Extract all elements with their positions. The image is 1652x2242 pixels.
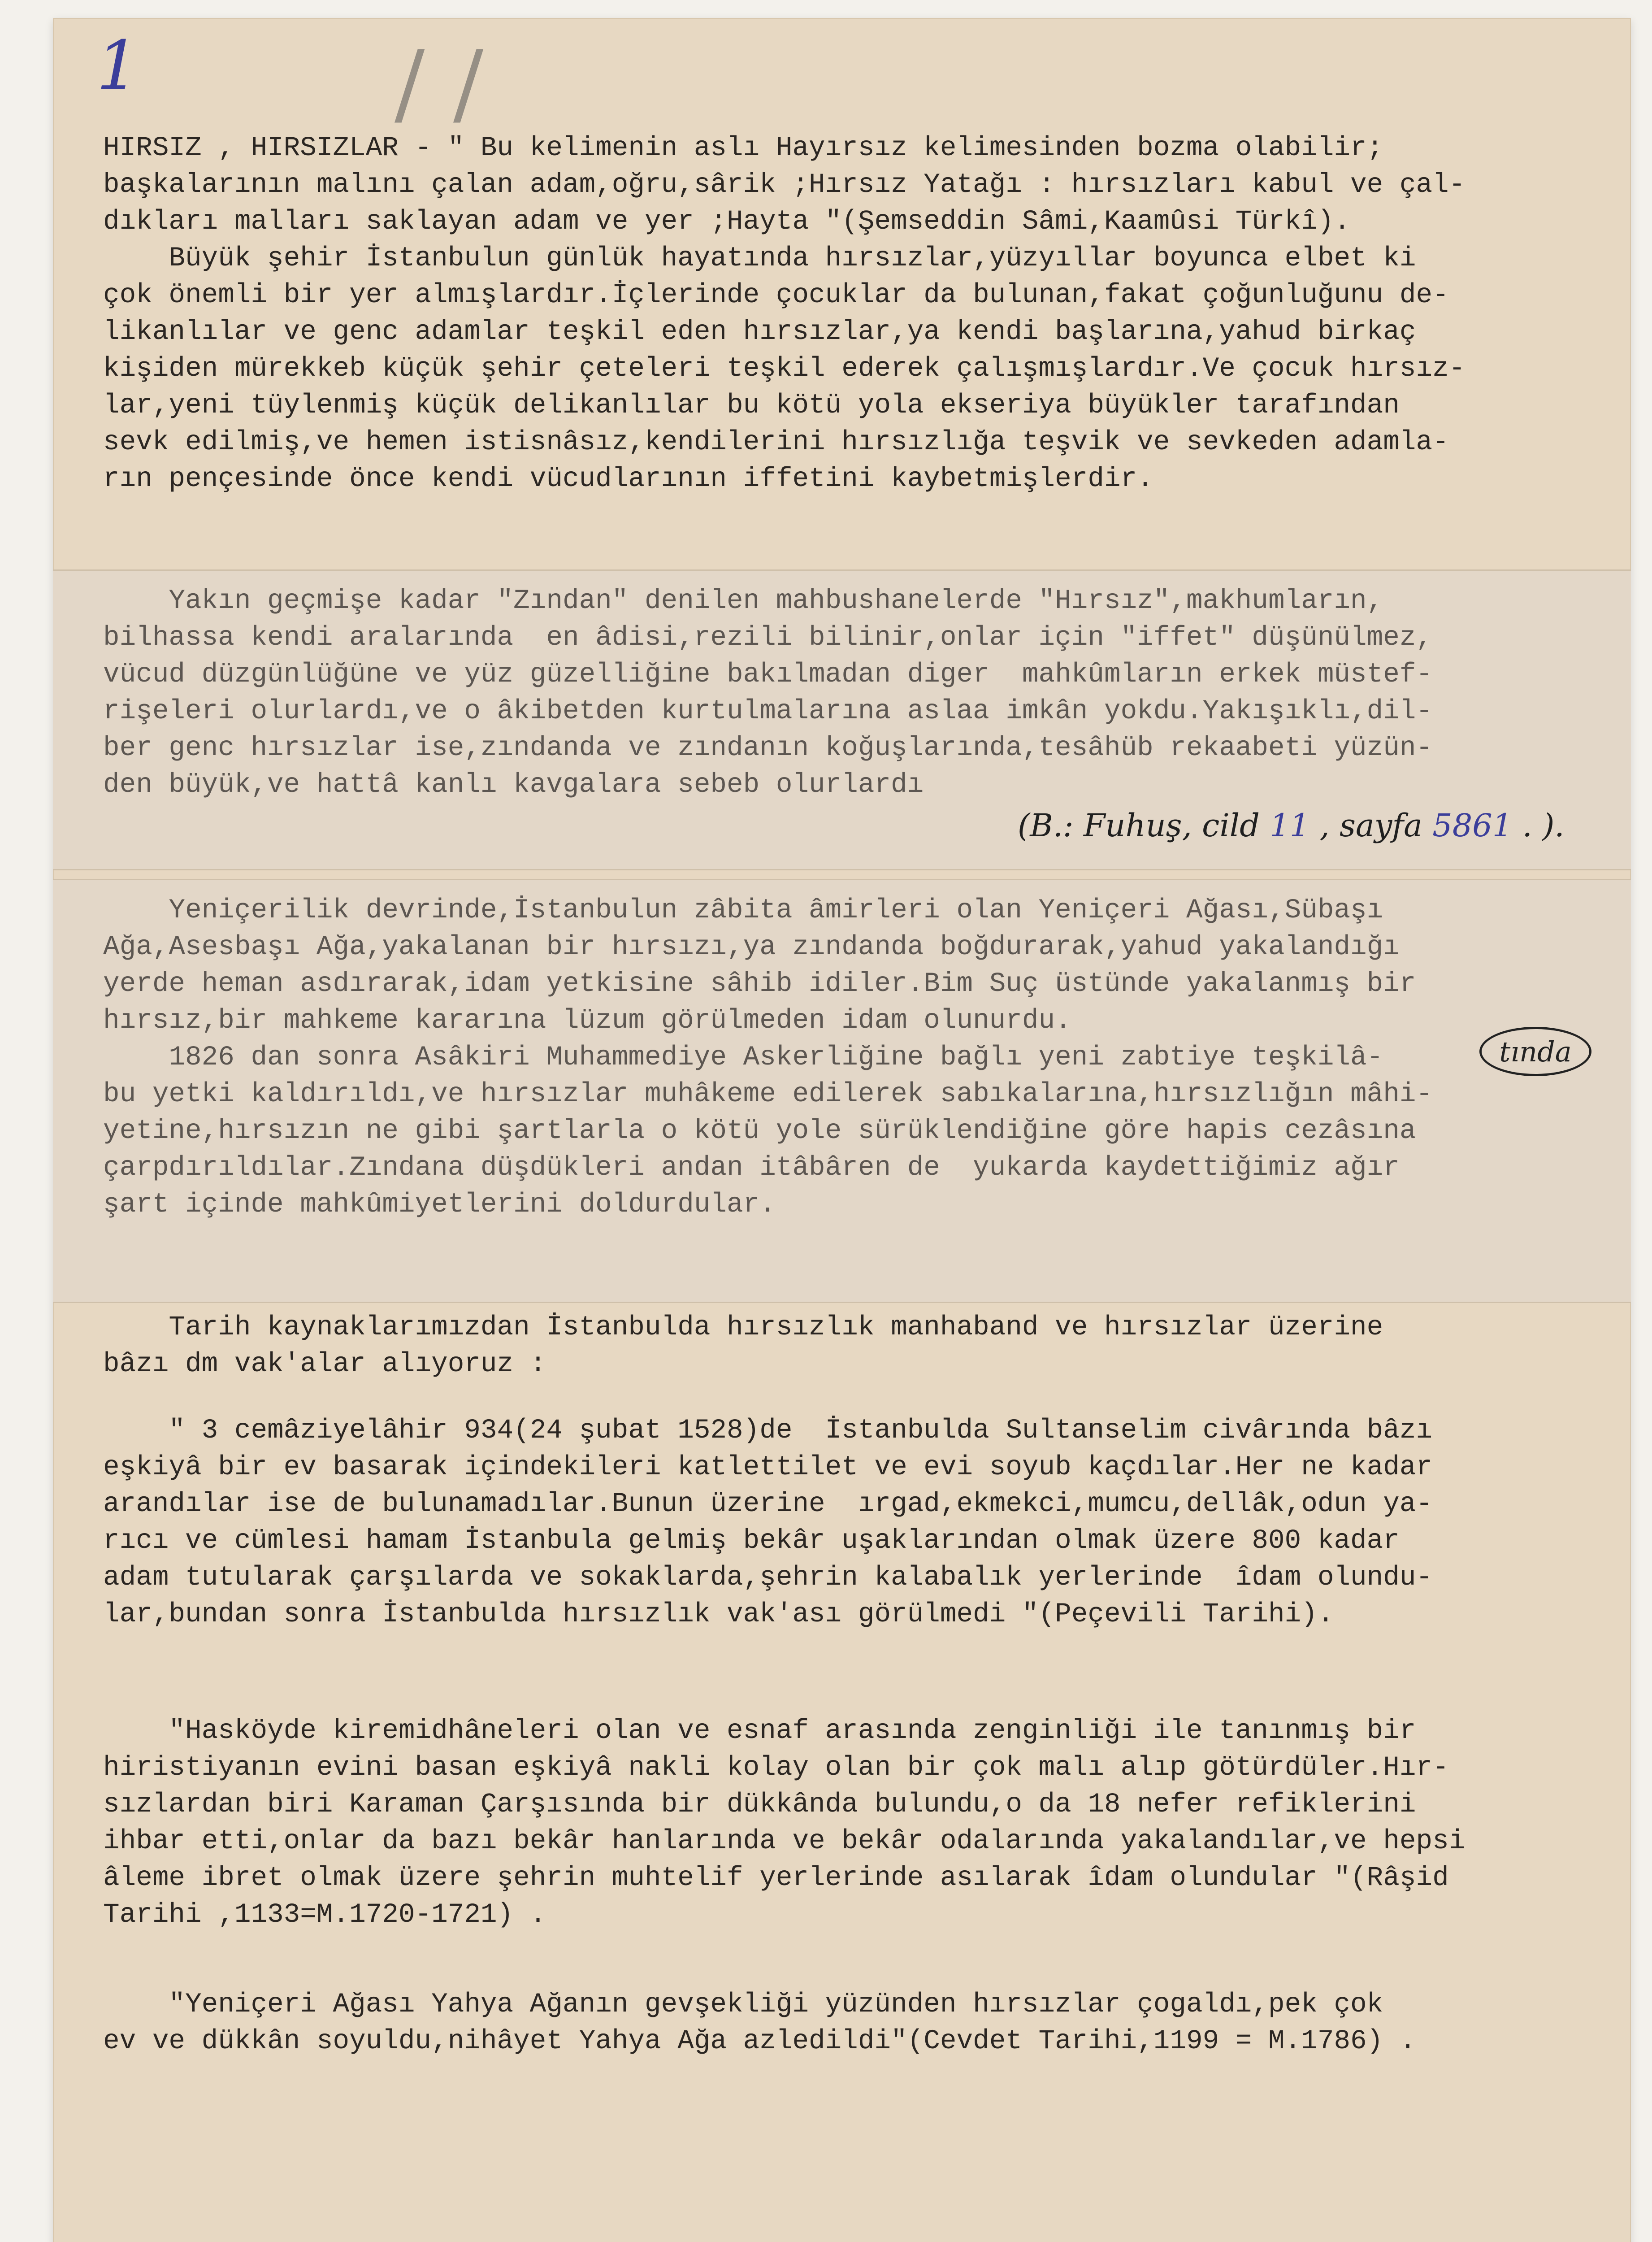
paragraph-pecevi-quote: " 3 cemâziyelâhir 934(24 şubat 1528)de İstanbulda Sultanselim civârında bâzı eşkiyâ bir ev basarak içindekileri katlettilet ve evi soyub kaçdılar.Her ne kadar arandılar ise de bulunamadılar.Bunun üzerine ırgad,ekmekci,mumcu,dellâk,odun ya- rıcı ve cümlesi hamam İstanbula gelmiş bekâr uşaklarından olmak üzere 800 kadar adam tutularak çarşılarda ve sokaklarda,şehrin kalabalık yerlerinde îdam olundu- lar,bundan sonra İstanbulda hırsızlık vak'ası görülmedi "(Peçevili Tarihi). xyxy=(103,1415,1433,1630)
paragraph-rasid-quote: "Hasköyde kiremidhâneleri olan ve esnaf arasında zenginliği ile tanınmış bir hiristiyanın evini basan eşkiyâ nakli kolay olan bir çok malı alıp götürdüler.Hır- sızlardan biri Karaman Çarşısında bir dükkânda bulundu,o da 18 nefer refiklerini ihbar etti,onlar da bazı bekâr hanlarında ve bekâr odalarında yakalandılar,ve hepsi âleme ibret olmak üzere şehrin muhtelif yerlerinde asılarak îdam olundular "(Râşid Tarihi ,1133=M.1720-1721) . xyxy=(103,1716,1466,1930)
ref-volume-label: cild xyxy=(1202,807,1260,844)
ref-page: 5861 xyxy=(1432,807,1513,844)
paragraph-yeniceri: Yeniçerilik devrinde,İstanbulun zâbita âmirleri olan Yeniçeri Ağası,Sübaşı Ağa,Asesbaşı Ağa,yakalanan bir hırsızı,ya zındanda boğdurarak,yahud yakalandığı yerde heman asdırarak,idam yetkisine sâhib idiler.Bim Suç üstünde yakalanmış bir hırsız,bir mahkeme kararına lüzum görülmeden idam olunurdu. 1826 dan sonra Asâkiri Muhammediye Askerliğine bağlı yeni zabtiye teşkilâ- bu yetki kaldırıldı,ve hırsızlar muhâkeme edilerek sabıkalarına,hırsızlığın mâhi- yetine,hırsızın ne gibi şartlarla o kötü yole sürüklendiğine göre hapis cezâsına çarpdırıldılar.Zındana düşdükleri andan itâbâren de yukarda kaydettiğimiz ağır şart içinde mahkûmiyetlerini doldurdular. xyxy=(103,895,1433,1220)
circled-margin-note: tında xyxy=(1479,1027,1591,1076)
ref-volume: 11 xyxy=(1270,807,1310,844)
paragraph-sources-intro: Tarih kaynaklarımızdan İstanbulda hırsızlık manhaband ve hırsızlar üzerine bâzı dm vak'alar alıyoruz : xyxy=(103,1312,1383,1380)
page-number: 1 xyxy=(96,27,139,105)
ref-page-label: , sayfa xyxy=(1319,807,1422,844)
paragraph-cevdet-quote: "Yeniçeri Ağası Yahya Ağanın gevşekliği yüzünden hırsızlar çogaldı,pek çok ev ve dükkân soyuldu,nihâyet Yahya Ağa azledildi"(Cevdet Tarihi,1199 = M.1786) . xyxy=(103,1989,1416,2057)
handwritten-reference xyxy=(1018,807,1565,844)
ref-suffix: . ). xyxy=(1522,807,1565,844)
ref-word: Fuhuş, xyxy=(1083,807,1192,844)
paragraph-zindan: Yakın geçmişe kadar "Zından" denilen mahbushanelerde "Hırsız",makhumların, bilhassa kendi aralarında en âdisi,rezili bilinir,onlar için "iffet" düşünülmez, vücud düzgünlüğüne ve yüz güzelliğine bakılmadan diger mahkûmların erkek müstef- rişeleri olurlardı,ve o âkibetden kurtulmalarına aslaa imkân yokdu.Yakışıklı,dil- ber genc hırsızlar ise,zındanda ve zındanın koğuşlarında,tesâhüb rekaabeti yüzün- den büyük,ve hattâ kanlı kavgalara sebeb olurlardı xyxy=(103,586,1433,800)
pencil-scribble-icon: / / xyxy=(395,31,484,136)
ref-prefix: (B.: xyxy=(1018,807,1074,844)
paragraph-definition: HIRSIZ , HIRSIZLAR - " Bu kelimenin aslı Hayırsız kelimesinden bozma olabilir; başkalarının malını çalan adam,oğru,sârik ;Hırsız Yatağı : hırsızları kabul ve çal- dıkları malları saklayan adam ve yer ;Hayta "(Şemseddin Sâmi,Kaamûsi Türkî). Büyük şehir İstanbulun günlük hayatında hırsızlar,yüzyıllar boyunca elbet ki çok önemli bir yer almışlardır.İçlerinde çocuklar da bulunan,fakat çoğunluğunu de- likanlılar ve genc adamlar teşkil eden hırsızlar,ya kendi başlarına,yahud birkaç kişiden mürekkeb küçük şehir çeteleri teşkil ederek çalışmışlardır.Ve çocuk hırsız- lar,yeni tüylenmiş küçük delikanlılar bu kötü yola ekseriya büyükler tarafından sevk edilmiş,ve hemen istisnâsız,kendilerini hırsızlığa teşvik ve sevkeden adamla- rın pençesinde önce kendi vücudlarının iffetini kaybetmişlerdir. xyxy=(103,133,1466,495)
